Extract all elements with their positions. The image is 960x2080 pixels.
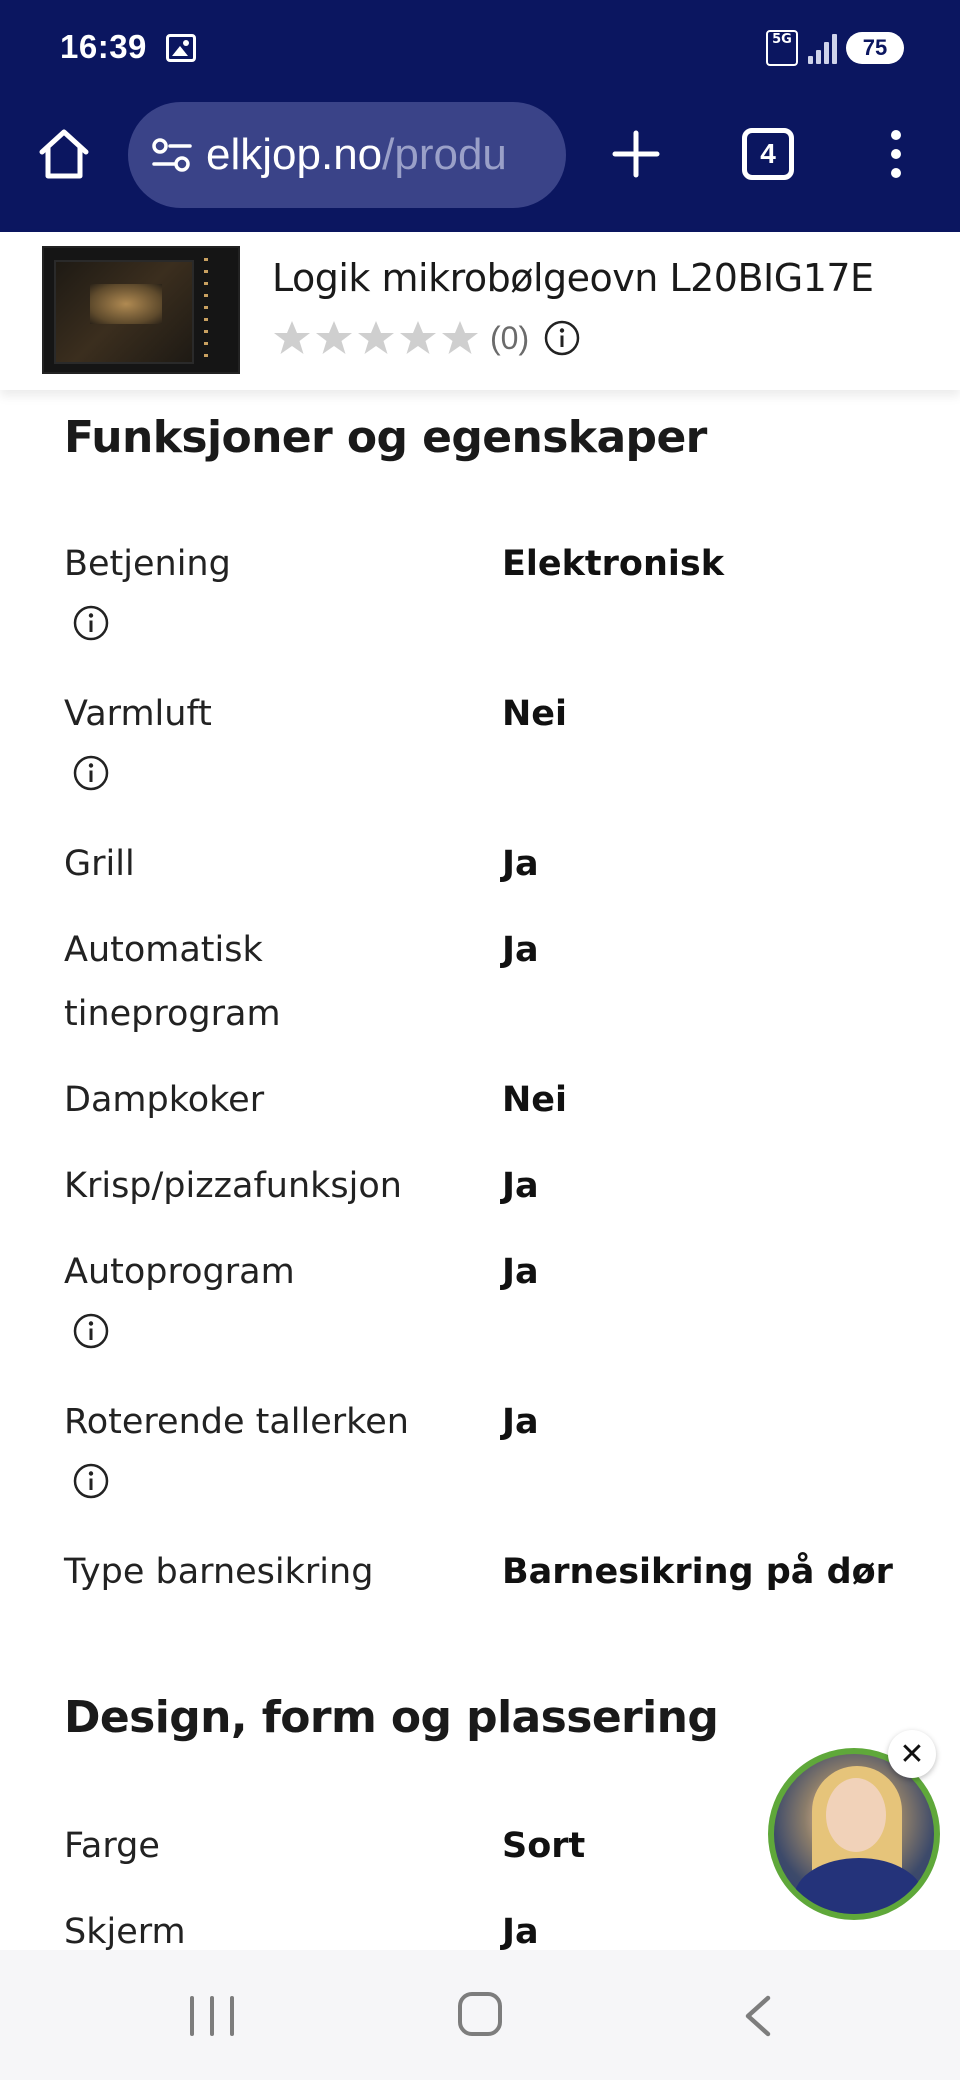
spec-value: Ja [502, 1252, 539, 1292]
spec-label: Krisp/pizzafunksjon [64, 1166, 402, 1206]
spec-label: Roterende tallerken [64, 1402, 409, 1442]
recents-bar-icon [210, 1996, 214, 2036]
recents-bar-icon [190, 1996, 194, 2036]
spec-value: Sort [502, 1826, 586, 1866]
microwave-control-panel-graphic [204, 258, 208, 364]
browser-toolbar [0, 100, 960, 232]
product-thumbnail[interactable] [42, 246, 240, 374]
info-icon[interactable] [543, 319, 581, 357]
star-empty-icon [356, 318, 396, 358]
url-path: /produ [382, 130, 507, 179]
signal-strength-icon [808, 30, 838, 64]
spec-value: Ja [502, 1166, 539, 1206]
overflow-menu-button[interactable] [876, 124, 916, 184]
spec-value: Elektronisk [502, 544, 724, 584]
home-icon [36, 126, 92, 182]
star-empty-icon [398, 318, 438, 358]
microwave-interior-graphic [90, 284, 162, 324]
star-empty-icon [440, 318, 480, 358]
home-button[interactable] [34, 124, 94, 184]
spec-value: Ja [502, 1912, 539, 1950]
spec-label: Automatisk tineprogram [64, 930, 281, 1034]
address-bar[interactable] [128, 102, 566, 208]
status-bar [0, 0, 960, 100]
system-home-button[interactable] [458, 1992, 502, 2036]
network-5g-icon: 5G [766, 30, 798, 66]
spec-value: Nei [502, 1080, 568, 1120]
browser-chrome [0, 0, 960, 232]
star-empty-icon [272, 318, 312, 358]
spec-value: Ja [502, 1402, 539, 1442]
spec-label: Betjening [64, 544, 231, 584]
info-icon[interactable] [72, 754, 110, 792]
spec-value: Barnesikring på dør [502, 1552, 893, 1592]
back-chevron-icon[interactable] [736, 1992, 780, 2040]
review-count: (0) [490, 319, 530, 356]
product-title: Logik mikrobølgeovn L20BIG17E [272, 256, 874, 300]
menu-dot-icon [891, 130, 901, 140]
menu-dot-icon [891, 149, 901, 159]
site-settings-icon[interactable] [150, 133, 194, 177]
recents-bar-icon [230, 1996, 234, 2036]
spec-value: Ja [502, 930, 539, 970]
new-tab-button[interactable] [604, 122, 668, 186]
status-time: 16:39 [60, 28, 147, 65]
spec-label: Dampkoker [64, 1080, 265, 1120]
plus-icon [611, 129, 661, 179]
star-empty-icon [314, 318, 354, 358]
url-domain: elkjop.no [206, 130, 383, 179]
chat-close-button[interactable]: ✕ [888, 1730, 936, 1778]
tab-switcher-button[interactable]: 4 [742, 128, 794, 180]
info-icon[interactable] [72, 1462, 110, 1500]
menu-dot-icon [891, 168, 901, 178]
spec-value: Ja [502, 844, 539, 884]
spec-label: Skjerm [64, 1912, 186, 1950]
product-sticky-header [0, 232, 960, 390]
spec-label: Grill [64, 844, 135, 884]
spec-label: Farge [64, 1826, 160, 1866]
rating-row[interactable] [272, 318, 581, 358]
spec-label: Type barnesikring [64, 1552, 374, 1592]
spec-content [0, 390, 960, 1950]
recents-button[interactable] [190, 1996, 234, 2036]
system-navigation-bar [0, 1950, 960, 2080]
spec-label: Varmluft [64, 694, 212, 734]
spec-value: Nei [502, 694, 568, 734]
url-text[interactable] [206, 130, 507, 180]
info-icon[interactable] [72, 1312, 110, 1350]
spec-label: Autoprogram [64, 1252, 295, 1292]
assistant-face-graphic [826, 1778, 886, 1852]
section-title-design: Design, form og plassering [64, 1692, 719, 1743]
gallery-notification-icon [166, 34, 196, 62]
battery-indicator: 75 [846, 32, 904, 64]
info-icon[interactable] [72, 604, 110, 642]
section-title-features: Funksjoner og egenskaper [64, 412, 707, 463]
